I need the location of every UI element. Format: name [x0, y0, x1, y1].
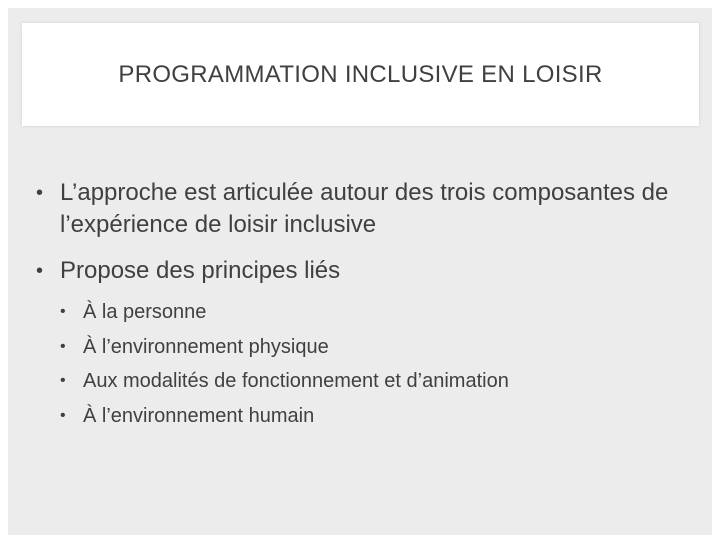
sub-bullet-list	[36, 295, 686, 433]
sub-bullet-text: À la personne	[83, 301, 207, 323]
slide-title: PROGRAMMATION INCLUSIVE EN LOISIR	[118, 60, 603, 88]
title-box	[22, 23, 699, 126]
bullet-text: Propose des principes liés	[60, 257, 341, 284]
sub-bullet-item	[36, 399, 686, 434]
bullet-dot-icon: •	[60, 372, 66, 389]
bullet-dot-icon: •	[60, 303, 66, 320]
sub-bullet-item	[36, 364, 686, 399]
bullet-item	[36, 255, 686, 287]
sub-bullet-text: À l’environnement physique	[83, 335, 329, 358]
slide-body	[36, 177, 686, 433]
bullet-item	[36, 177, 686, 241]
sub-bullet-text: À l’environnement humain	[83, 404, 315, 427]
sub-bullet-text: Aux modalités de fonctionnement et d’animation	[83, 370, 509, 392]
bullet-text: L’approche est articulée autour des trois composantes de l’expérience de loisir inclusive	[60, 179, 669, 238]
bullet-dot-icon: •	[60, 337, 66, 355]
bullet-dot-icon: •	[60, 406, 66, 424]
bullet-dot-icon: •	[36, 182, 44, 204]
sub-bullet-item	[36, 295, 686, 330]
sub-bullet-item	[36, 330, 686, 365]
bullet-dot-icon: •	[36, 260, 44, 282]
